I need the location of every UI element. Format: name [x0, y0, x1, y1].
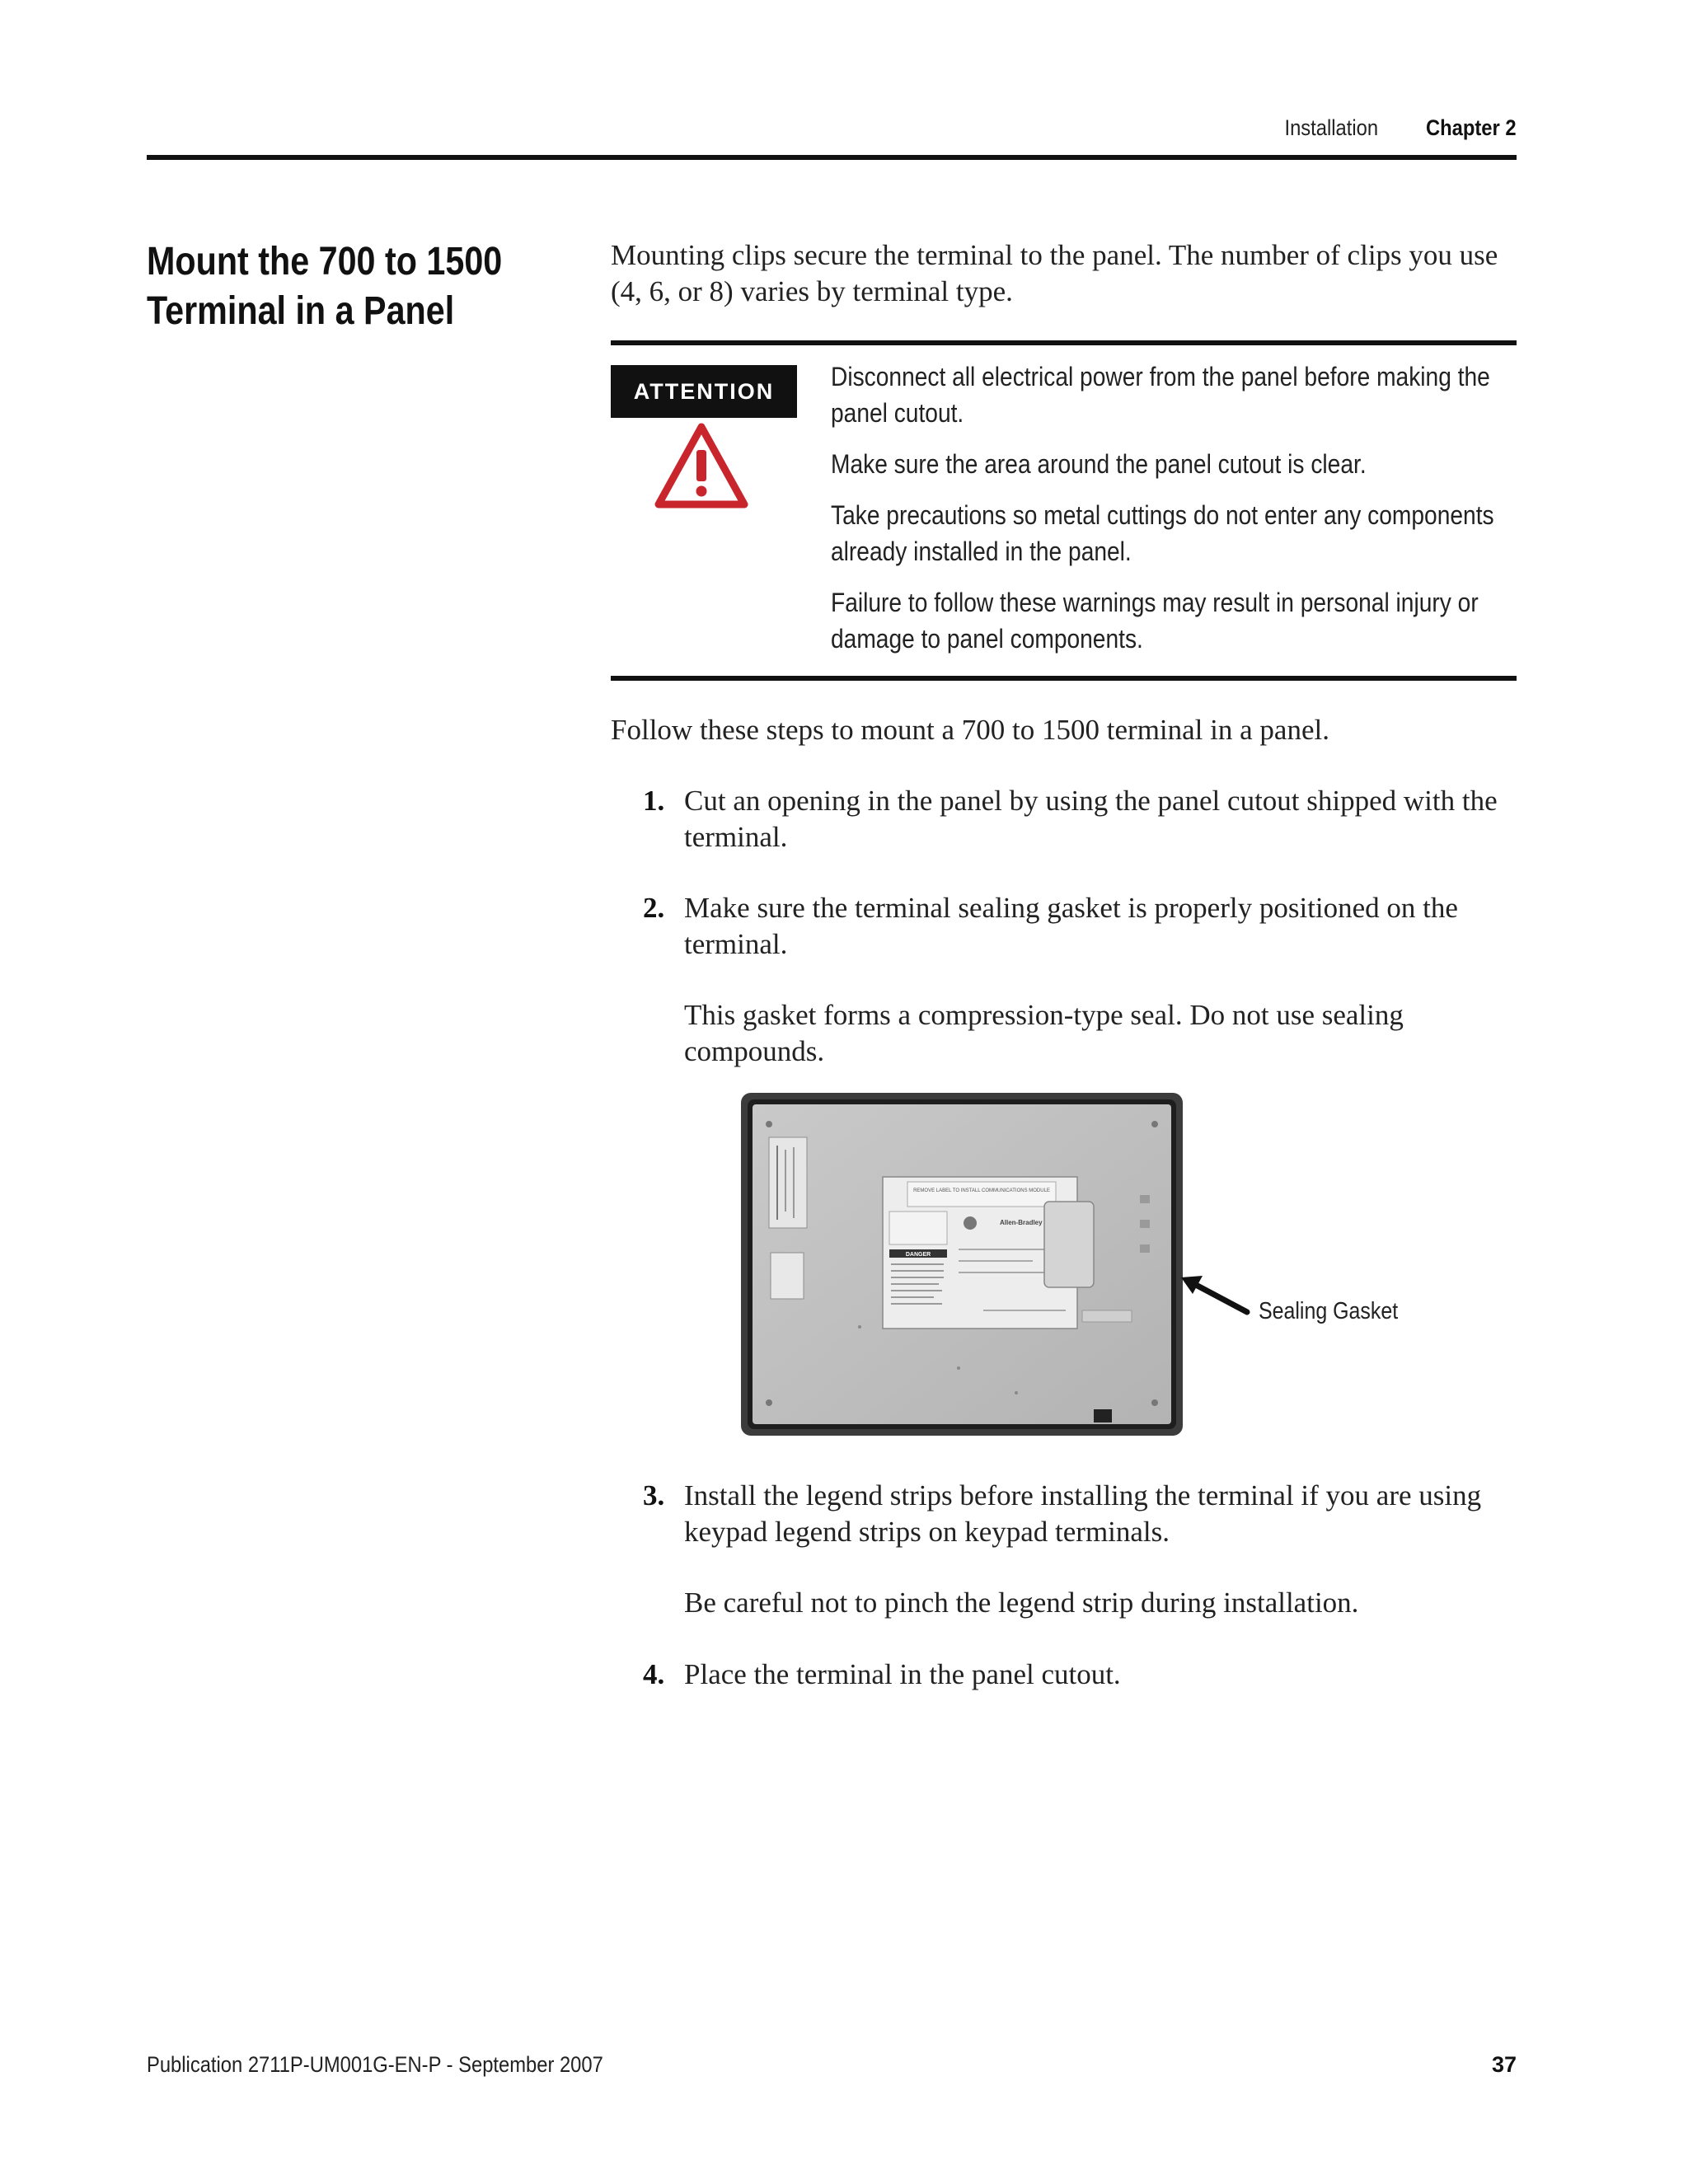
attention-paragraph: Make sure the area around the panel cutout is clear.: [831, 449, 1367, 479]
sealing-gasket-callout: Sealing Gasket: [1259, 1298, 1399, 1324]
page-number: 37: [1491, 2052, 1517, 2077]
attention-text: [831, 359, 1523, 672]
step-2-note: This gasket forms a compression-type seal. Do not use sealing compounds.: [684, 999, 1404, 1067]
attention-paragraph: Disconnect all electrical power from the panel before making the panel cutout.: [831, 362, 1490, 428]
step-text: Place the terminal in the panel cutout.: [684, 1658, 1121, 1690]
step-text: Install the legend strips before installing the terminal if you are using keypad legend strips on keypad terminals.: [684, 1479, 1482, 1548]
section-title: Mount the 700 to 1500 Terminal in a Panel: [147, 240, 503, 333]
running-header: [147, 115, 1517, 148]
figure-label-brand: Allen-Bradley: [1000, 1219, 1043, 1226]
step-number: 3.: [643, 1479, 665, 1511]
attention-bottom-rule: [611, 676, 1517, 681]
figure-label-danger: DANGER: [905, 1252, 931, 1258]
step-number: 2.: [643, 892, 665, 924]
intro-paragraph: Mounting clips secure the terminal to the panel. The number of clips you use (4, 6, or 8) varies by terminal type.: [611, 239, 1498, 307]
header-chapter: Chapter 2: [1426, 115, 1517, 140]
figure-label-top: REMOVE LABEL TO INSTALL COMMUNICATIONS MODULE: [913, 1188, 1050, 1193]
warning-triangle-icon: [654, 422, 749, 509]
footer-publication: Publication 2711P-UM001G-EN-P - September 2007: [147, 2052, 603, 2077]
step-number: 1.: [643, 785, 665, 817]
step-text: Cut an opening in the panel by using the panel cutout shipped with the terminal.: [684, 785, 1498, 853]
step-text: Make sure the terminal sealing gasket is properly positioned on the terminal.: [684, 892, 1458, 960]
attention-paragraph: Failure to follow these warnings may result in personal injury or damage to panel components.: [831, 588, 1479, 654]
attention-top-rule: [611, 340, 1517, 345]
attention-paragraph: Take precautions so metal cuttings do not enter any components already installed in the panel.: [831, 500, 1494, 566]
header-rule: [147, 155, 1517, 160]
steps-intro: Follow these steps to mount a 700 to 1500 terminal in a panel.: [611, 714, 1329, 746]
step-number: 4.: [643, 1658, 665, 1690]
step-3-note: Be careful not to pinch the legend strip during installation.: [684, 1586, 1359, 1619]
header-section: Installation: [1284, 115, 1378, 140]
attention-badge: ATTENTION: [611, 365, 797, 418]
terminal-back-photo: [736, 1088, 1395, 1442]
